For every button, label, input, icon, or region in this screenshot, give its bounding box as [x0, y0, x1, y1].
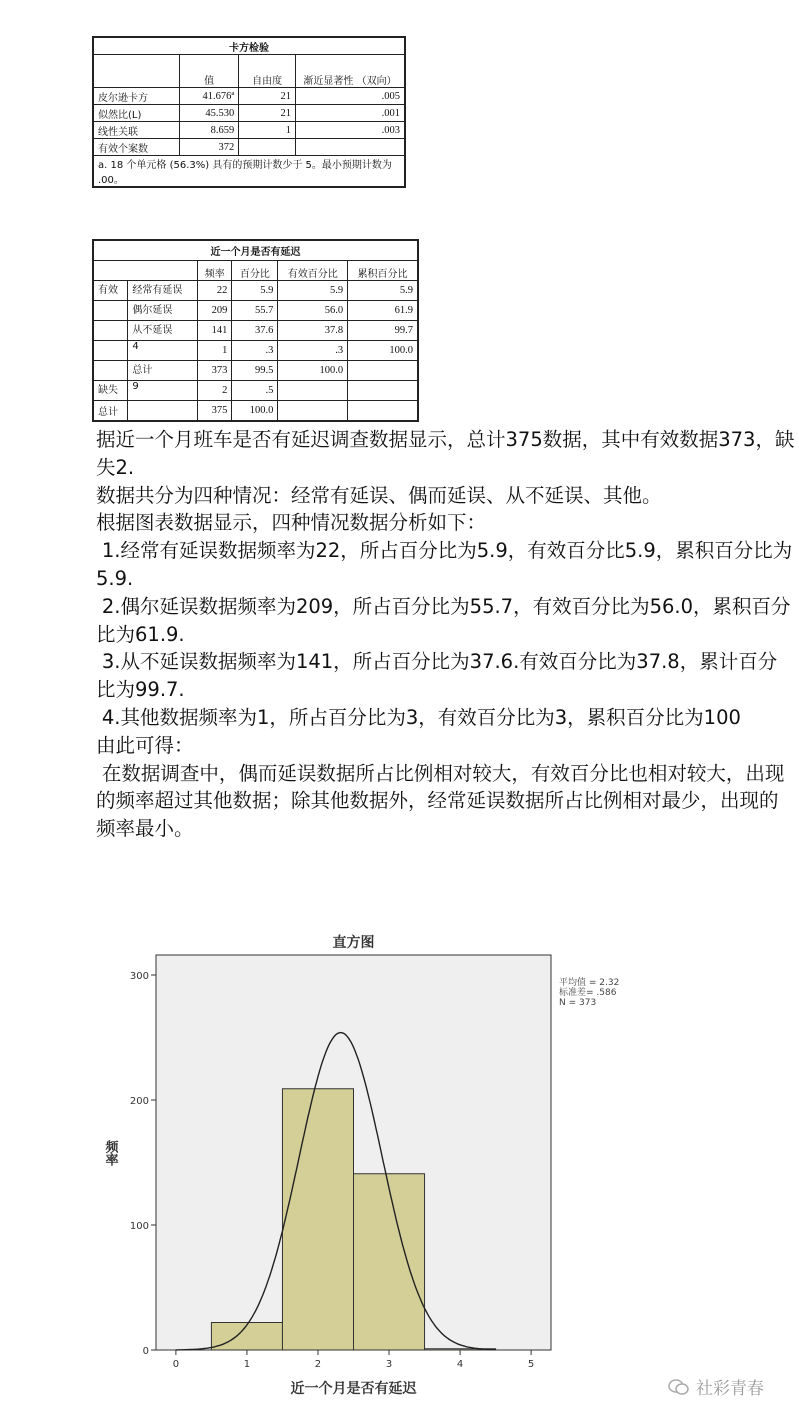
table-cell: 5.9 — [232, 281, 278, 301]
x-tick-label: 4 — [456, 1359, 464, 1370]
table-cell: .001 — [296, 105, 406, 122]
paragraph: 4.其他数据频率为1，所占百分比为3，有效百分比为3，累积百分比为100 — [101, 705, 741, 729]
table-cell: 37.6 — [232, 321, 278, 341]
table-cell: 经常有延误 — [128, 281, 198, 301]
y-tick-label: 100 — [129, 1221, 149, 1232]
table-cell: 5.9 — [348, 281, 418, 301]
table-cell: 皮尔逊卡方 — [93, 88, 180, 105]
histogram-bar — [211, 1323, 282, 1351]
table-cell — [296, 139, 406, 156]
table-cell — [93, 301, 128, 321]
table-cell: 9 — [128, 381, 198, 401]
table-cell: 41.676ª — [180, 88, 239, 105]
table-cell: 21 — [239, 105, 296, 122]
table-row — [93, 401, 418, 422]
table-row — [93, 139, 405, 156]
paragraph: 在数据调查中，偶而延误数据所占比例相对较大，有效百分比也相对较大，出现的频率超过其他数据；除其他数据外，经常延误数据所占比例相对最少，出现的频率最小。 — [96, 761, 785, 841]
footnote: a. 18 个单元格 (56.3%) 具有的预期计数少于 5。最小预期计数为 .00。 — [93, 156, 405, 188]
header-cell: 频率 — [198, 261, 232, 281]
table-cell: 有效 — [93, 281, 128, 301]
paragraph: 2.偶尔延误数据频率为209，所占百分比为55.7，有效百分比为56.0，累积百分比为61.9. — [96, 594, 791, 646]
table-cell: 从不延误 — [128, 321, 198, 341]
table-cell: .3 — [278, 341, 348, 361]
x-tick-label: 5 — [527, 1359, 535, 1370]
table-cell: 8.659 — [180, 122, 239, 139]
table-cell: 5.9 — [278, 281, 348, 301]
x-axis-label: 近一个月是否有延迟 — [290, 1381, 417, 1397]
table-cell: 总计 — [128, 361, 198, 381]
table-row — [93, 88, 405, 105]
table-cell: 4 — [128, 341, 198, 361]
header-cell: 渐近显著性 （双向） — [296, 55, 406, 88]
table-cell: 55.7 — [232, 301, 278, 321]
table-row — [93, 281, 418, 301]
table-cell — [128, 401, 198, 422]
table-cell: 56.0 — [278, 301, 348, 321]
header-blank — [93, 55, 180, 88]
table-cell — [348, 401, 418, 422]
table-cell: .005 — [296, 88, 406, 105]
table-cell: 2 — [198, 381, 232, 401]
x-tick-label: 2 — [314, 1359, 322, 1370]
table-row — [93, 381, 418, 401]
paragraph: 1.经常有延误数据频率为22，所占百分比为5.9，有效百分比5.9，累积百分比为5.9. — [96, 539, 793, 590]
histogram-chart — [100, 925, 660, 1405]
watermark-text: 社彩青春 — [696, 1379, 764, 1399]
table-cell: 45.530 — [180, 105, 239, 122]
table-row — [93, 321, 418, 341]
histogram-bar — [282, 1089, 353, 1350]
table-cell: 22 — [198, 281, 232, 301]
table-cell: 99.5 — [232, 361, 278, 381]
table-cell — [93, 341, 128, 361]
watermark — [668, 1374, 764, 1399]
y-tick-label: 0 — [142, 1346, 149, 1357]
table-cell: 100.0 — [278, 361, 348, 381]
table-cell: 似然比(L) — [93, 105, 180, 122]
table-cell: 209 — [198, 301, 232, 321]
table-cell: 线性关联 — [93, 122, 180, 139]
table-cell: 缺失 — [93, 381, 128, 401]
paragraph: 数据共分为四种情况：经常有延误、偶而延误、从不延误、其他。 — [96, 483, 662, 507]
header-cell: 值 — [180, 55, 239, 88]
table-cell: 37.8 — [278, 321, 348, 341]
y-axis-label: 频率 — [102, 1140, 118, 1166]
stats-label: 平均值 = 2.32 — [559, 978, 620, 988]
table-cell — [278, 401, 348, 422]
table-title: 卡方检验 — [93, 37, 405, 55]
table-cell: 1 — [239, 122, 296, 139]
y-tick-label: 200 — [129, 1096, 149, 1107]
header-cell: 有效百分比 — [278, 261, 348, 281]
table-cell: 21 — [239, 88, 296, 105]
table-cell — [239, 139, 296, 156]
table-cell: 有效个案数 — [93, 139, 180, 156]
header-cell: 百分比 — [232, 261, 278, 281]
table-cell: 372 — [180, 139, 239, 156]
table-cell: 偶尔延误 — [128, 301, 198, 321]
table-cell: 99.7 — [348, 321, 418, 341]
table-cell: 总计 — [93, 401, 128, 422]
header-cell: 自由度 — [239, 55, 296, 88]
table-row — [93, 361, 418, 381]
paragraph: 3.从不延误数据频率为141，所占百分比为37.6.有效百分比为37.8，累计百分比为99.7. — [96, 650, 778, 702]
stats-label: N = 373 — [559, 998, 597, 1008]
table-cell: .5 — [232, 381, 278, 401]
x-tick-label: 3 — [385, 1359, 393, 1370]
table-cell: 373 — [198, 361, 232, 381]
analysis-text — [96, 426, 796, 843]
table-cell: 61.9 — [348, 301, 418, 321]
stats-label: 标准差= .586 — [559, 988, 617, 998]
table-cell: 375 — [198, 401, 232, 422]
chart-title: 直方图 — [332, 935, 375, 951]
paragraph: 据近一个月班车是否有延迟调查数据显示，总计375数据，其中有效数据373，缺失2. — [96, 428, 795, 479]
table-cell: .003 — [296, 122, 406, 139]
histogram-bar — [354, 1174, 425, 1350]
x-tick-label: 1 — [243, 1359, 251, 1370]
table-row — [93, 122, 405, 139]
x-tick-label: 0 — [172, 1359, 180, 1370]
table-cell — [93, 361, 128, 381]
paragraph: 由此可得： — [96, 733, 194, 757]
table-title: 近一个月是否有延迟 — [93, 240, 418, 261]
header-cell: 累积百分比 — [348, 261, 418, 281]
wechat-icon — [668, 1378, 690, 1396]
frequency-table — [92, 239, 419, 422]
table-cell: 141 — [198, 321, 232, 341]
table-row — [93, 105, 405, 122]
y-tick-label: 300 — [129, 971, 149, 982]
paragraph: 根据图表数据显示，四种情况数据分析如下： — [96, 511, 487, 535]
table-cell: 100.0 — [232, 401, 278, 422]
table-cell: 1 — [198, 341, 232, 361]
table-row — [93, 341, 418, 361]
header-blank — [93, 261, 198, 281]
table-cell — [348, 381, 418, 401]
table-cell: 100.0 — [348, 341, 418, 361]
table-cell — [93, 321, 128, 341]
table-row — [93, 301, 418, 321]
chi-square-table — [92, 36, 406, 188]
table-cell — [348, 361, 418, 381]
table-cell: .3 — [232, 341, 278, 361]
table-cell — [278, 381, 348, 401]
